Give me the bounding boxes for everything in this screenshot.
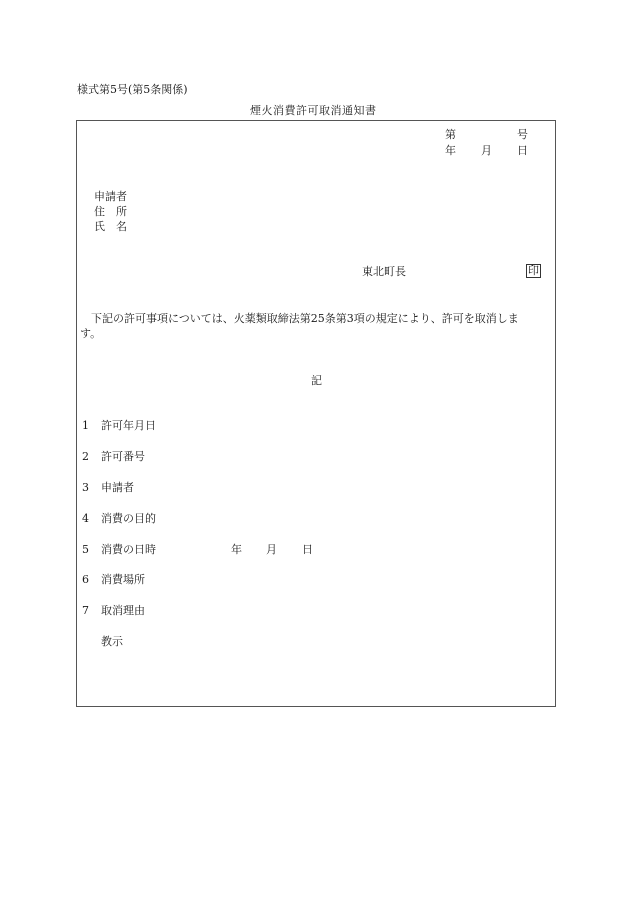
applicant-heading: 申請者 (94, 190, 127, 203)
form-label: 様式第5号(第5条関係) (77, 83, 188, 96)
seal-mark (526, 264, 541, 278)
item-5: 5 消費の日時 (82, 543, 156, 556)
document-title: 煙火消費許可取消通知書 (250, 104, 377, 117)
item-6: 6 消費場所 (82, 573, 145, 586)
item-4: 4 消費の目的 (82, 512, 156, 525)
item-label: 許可番号 (101, 450, 145, 463)
item-3: 3 申請者 (82, 481, 134, 494)
item-label: 消費場所 (101, 573, 145, 586)
item-label: 消費の日時 (101, 543, 156, 556)
item-1: 1 許可年月日 (82, 419, 156, 432)
ki-heading: 記 (311, 374, 322, 387)
item-2: 2 許可番号 (82, 450, 145, 463)
date-day: 日 (517, 144, 528, 157)
body-text-line1: 下記の許可事項については、火薬類取締法第25条第3項の規定により、許可を取消しま (80, 312, 519, 325)
item-label: 申請者 (101, 481, 134, 494)
item-label: 消費の目的 (101, 512, 156, 525)
item-5-year: 年 (231, 543, 242, 556)
item-label: 取消理由 (101, 604, 145, 617)
item-5-day: 日 (302, 543, 313, 556)
notice-label: 教示 (101, 635, 123, 648)
seal-icon: 印 (528, 264, 539, 277)
applicant-name-label: 氏 名 (94, 220, 127, 233)
date-year: 年 (445, 144, 456, 157)
number-suffix: 号 (517, 128, 528, 141)
form-frame (76, 120, 556, 707)
item-7: 7 取消理由 (82, 604, 145, 617)
number-prefix: 第 (445, 128, 456, 141)
body-text-line2: す。 (80, 327, 102, 340)
issuer-name: 東北町長 (362, 265, 406, 278)
item-5-month: 月 (266, 543, 277, 556)
date-month: 月 (481, 144, 492, 157)
item-label: 許可年月日 (101, 419, 156, 432)
applicant-address-label: 住 所 (94, 205, 127, 218)
